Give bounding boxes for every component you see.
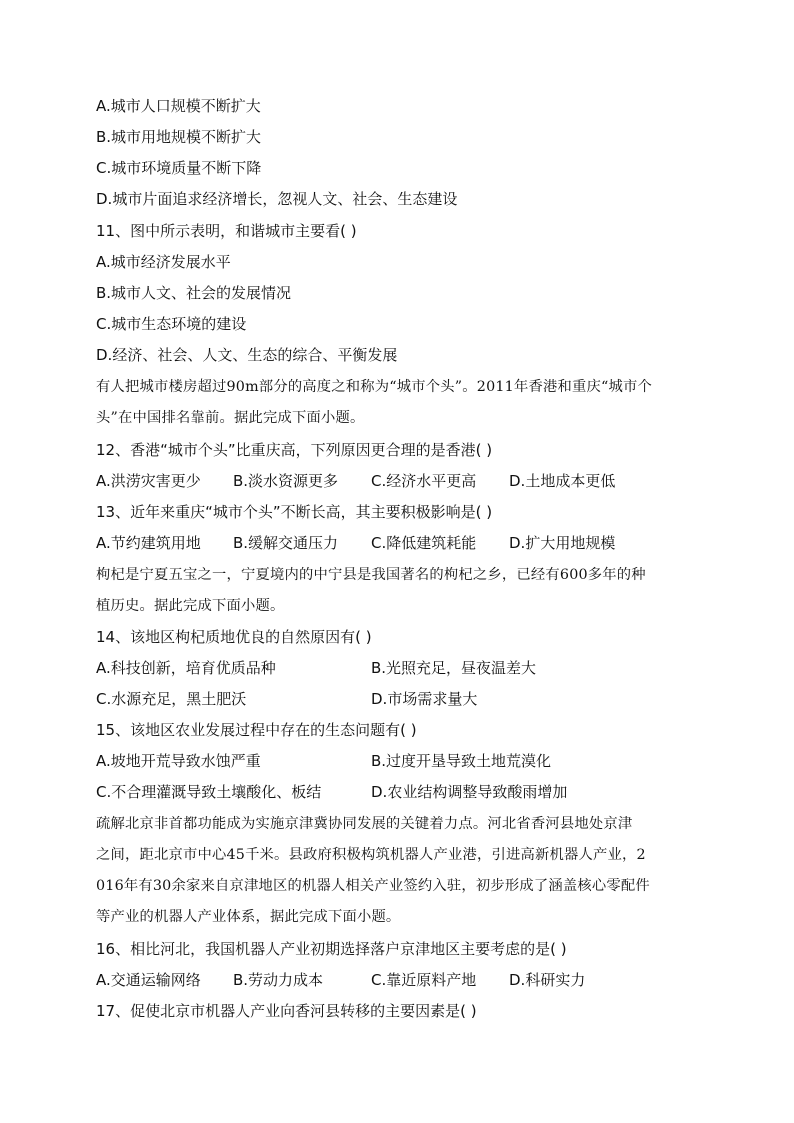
passage2-line-2: 植历史。据此完成下面小题。	[96, 598, 285, 614]
q14-option-b: B.光照充足，昼夜温差大	[371, 659, 537, 677]
q15-option-b: B.过度开垦导致土地荒漠化	[371, 752, 552, 770]
q11-option-a: A.城市经济发展水平	[96, 253, 231, 271]
passage3-line-2: 之间，距北京市中心45千米。县政府积极构筑机器人产业港，引进高新机器人产业，2	[96, 847, 646, 863]
q10-option-d: D.城市片面追求经济增长，忽视人文、社会、生态建设	[96, 190, 458, 208]
q13-option-b: B.缓解交通压力	[233, 534, 339, 552]
q12-option-d: D.土地成本更低	[509, 472, 616, 490]
passage1-line-1: 有人把城市楼房超过90m部分的高度之和称为“城市个头”。2011年香港和重庆“城市个	[96, 379, 652, 395]
q14-stem: 14、该地区枸杞质地优良的自然原因有( )	[96, 628, 372, 646]
q15-option-d: D.农业结构调整导致酸雨增加	[371, 783, 568, 801]
passage3-line-1: 疏解北京非首都功能成为实施京津冀协同发展的关键着力点。河北省香河县地处京津	[96, 816, 633, 832]
q15-option-a: A.坡地开荒导致水蚀严重	[96, 752, 261, 770]
passage3-line-3: 016年有30余家来自京津地区的机器人相关产业签约入驻，初步形成了涵盖核心零配件	[96, 878, 650, 894]
q12-option-a: A.洪涝灾害更少	[96, 472, 201, 490]
q10-option-a: A.城市人口规模不断扩大	[96, 97, 261, 115]
q13-option-d: D.扩大用地规模	[509, 534, 616, 552]
q10-option-c: C.城市环境质量不断下降	[96, 159, 262, 177]
q17-stem: 17、促使北京市机器人产业向香河县转移的主要因素是( )	[96, 1002, 477, 1020]
q12-stem: 12、香港“城市个头”比重庆高，下列原因更合理的是香港( )	[96, 441, 493, 459]
q12-option-c: C.经济水平更高	[371, 472, 477, 490]
q13-option-a: A.节约建筑用地	[96, 534, 201, 552]
q13-option-c: C.降低建筑耗能	[371, 534, 477, 552]
q14-option-d: D.市场需求量大	[371, 690, 478, 708]
q16-option-d: D.科研实力	[509, 971, 586, 989]
passage2-line-1: 枸杞是宁夏五宝之一，宁夏境内的中宁县是我国著名的枸杞之乡，已经有600多年的种	[96, 567, 646, 583]
q16-option-b: B.劳动力成本	[233, 971, 324, 989]
q14-option-a: A.科技创新，培育优质品种	[96, 659, 276, 677]
q15-option-c: C.不合理灌溉导致土壤酸化、板结	[96, 783, 322, 801]
q16-stem: 16、相比河北，我国机器人产业初期选择落户京津地区主要考虑的是( )	[96, 940, 567, 958]
q14-option-c: C.水源充足，黑土肥沃	[96, 690, 247, 708]
q16-option-a: A.交通运输网络	[96, 971, 201, 989]
q16-option-c: C.靠近原料产地	[371, 971, 477, 989]
q10-option-b: B.城市用地规模不断扩大	[96, 128, 262, 146]
q11-stem: 11、图中所示表明，和谐城市主要看( )	[96, 222, 357, 240]
passage1-line-2: 头”在中国排名靠前。据此完成下面小题。	[96, 410, 365, 426]
q13-stem: 13、近年来重庆“城市个头”不断长高，其主要积极影响是( )	[96, 503, 493, 521]
q11-option-c: C.城市生态环境的建设	[96, 315, 247, 333]
passage3-line-4: 等产业的机器人产业体系，据此完成下面小题。	[96, 909, 401, 925]
q12-option-b: B.淡水资源更多	[233, 472, 339, 490]
q15-stem: 15、该地区农业发展过程中存在的生态问题有( )	[96, 721, 417, 739]
q11-option-d: D.经济、社会、人文、生态的综合、平衡发展	[96, 346, 398, 364]
q11-option-b: B.城市人文、社会的发展情况	[96, 284, 292, 302]
